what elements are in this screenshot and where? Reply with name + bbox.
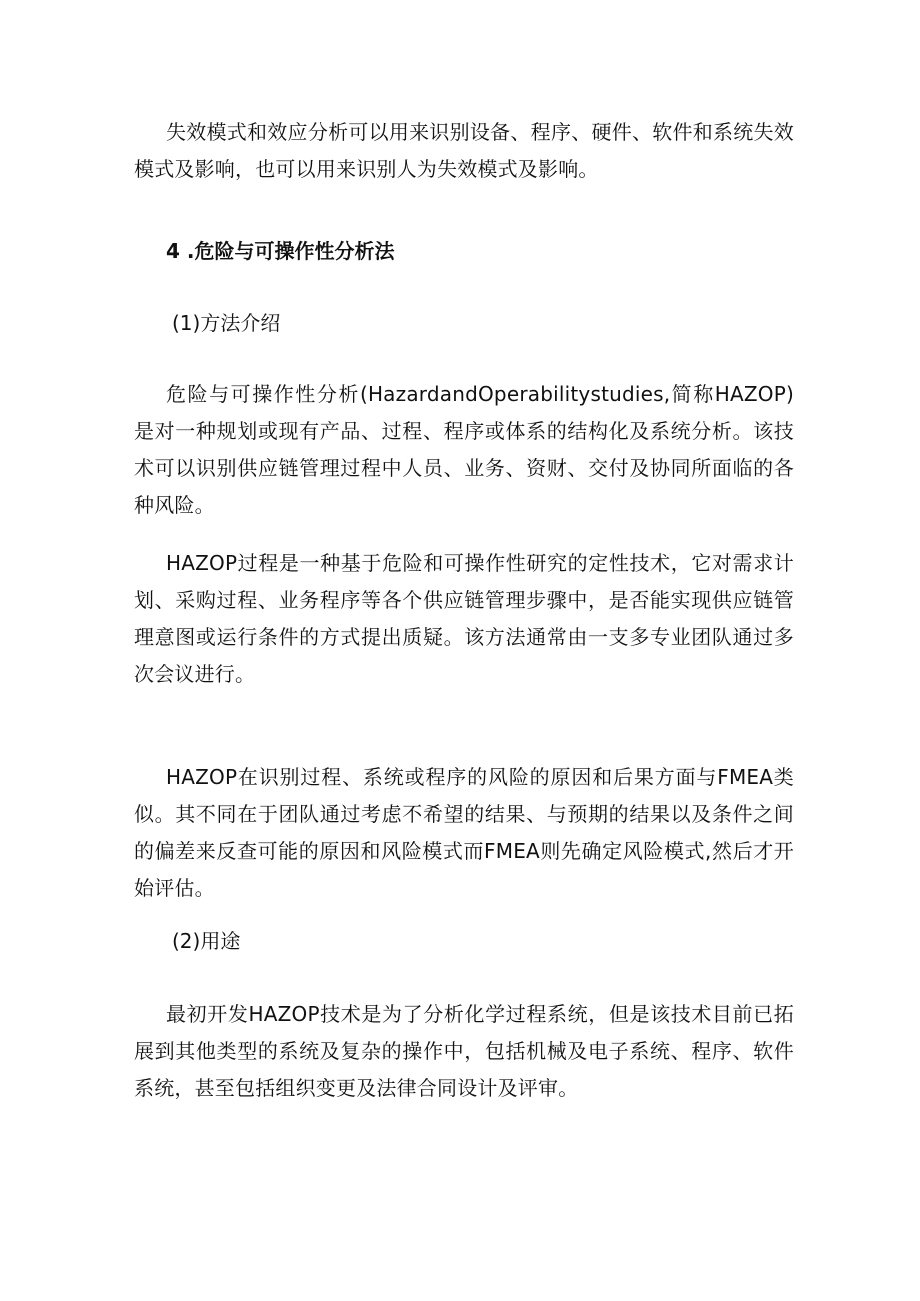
paragraph-hazop-process: HAZOP过程是一种基于危险和可操作性研究的定性技术，它对需求计划、采购过程、业务程序等各个供应链管理步骤中，是否能实现供应链管理意图或运行条件的方式提出质疑。该方法通常由一支多专业团队通过多次会议进行。 xyxy=(134,551,794,686)
subheading-usage: (2)用途 xyxy=(172,929,241,953)
paragraph-hazop-definition: 危险与可操作性分析(HazardandOperabilitystudies,简称HAZOP)是对一种规划或现有产品、过程、程序或体系的结构化及系统分析。该技术可以识别供应链管理过程中人员、业务、资财、交付及协同所面临的各种风险。 xyxy=(134,382,794,517)
paragraph-hazop-vs-fmea: HAZOP在识别过程、系统或程序的风险的原因和后果方面与FMEA类似。其不同在于团队通过考虑不希望的结果、与预期的结果以及条件之间的偏差来反查可能的原因和风险模式而FMEA则先确定风险模式,然后才开始评估。 xyxy=(134,765,794,900)
paragraph-hazop-usage: 最初开发HAZOP技术是为了分析化学过程系统，但是该技术目前已拓展到其他类型的系统及复杂的操作中，包括机械及电子系统、程序、软件系统，甚至包括组织变更及法律合同设计及评审。 xyxy=(134,1002,794,1100)
subheading-method-intro: (1)方法介绍 xyxy=(172,311,281,335)
paragraph-fmea-summary: 失效模式和效应分析可以用来识别设备、程序、硬件、软件和系统失效模式及影响，也可以用来识别人为失效模式及影响。 xyxy=(134,120,794,181)
section-heading-hazop: 4 .危险与可操作性分析法 xyxy=(166,239,395,263)
